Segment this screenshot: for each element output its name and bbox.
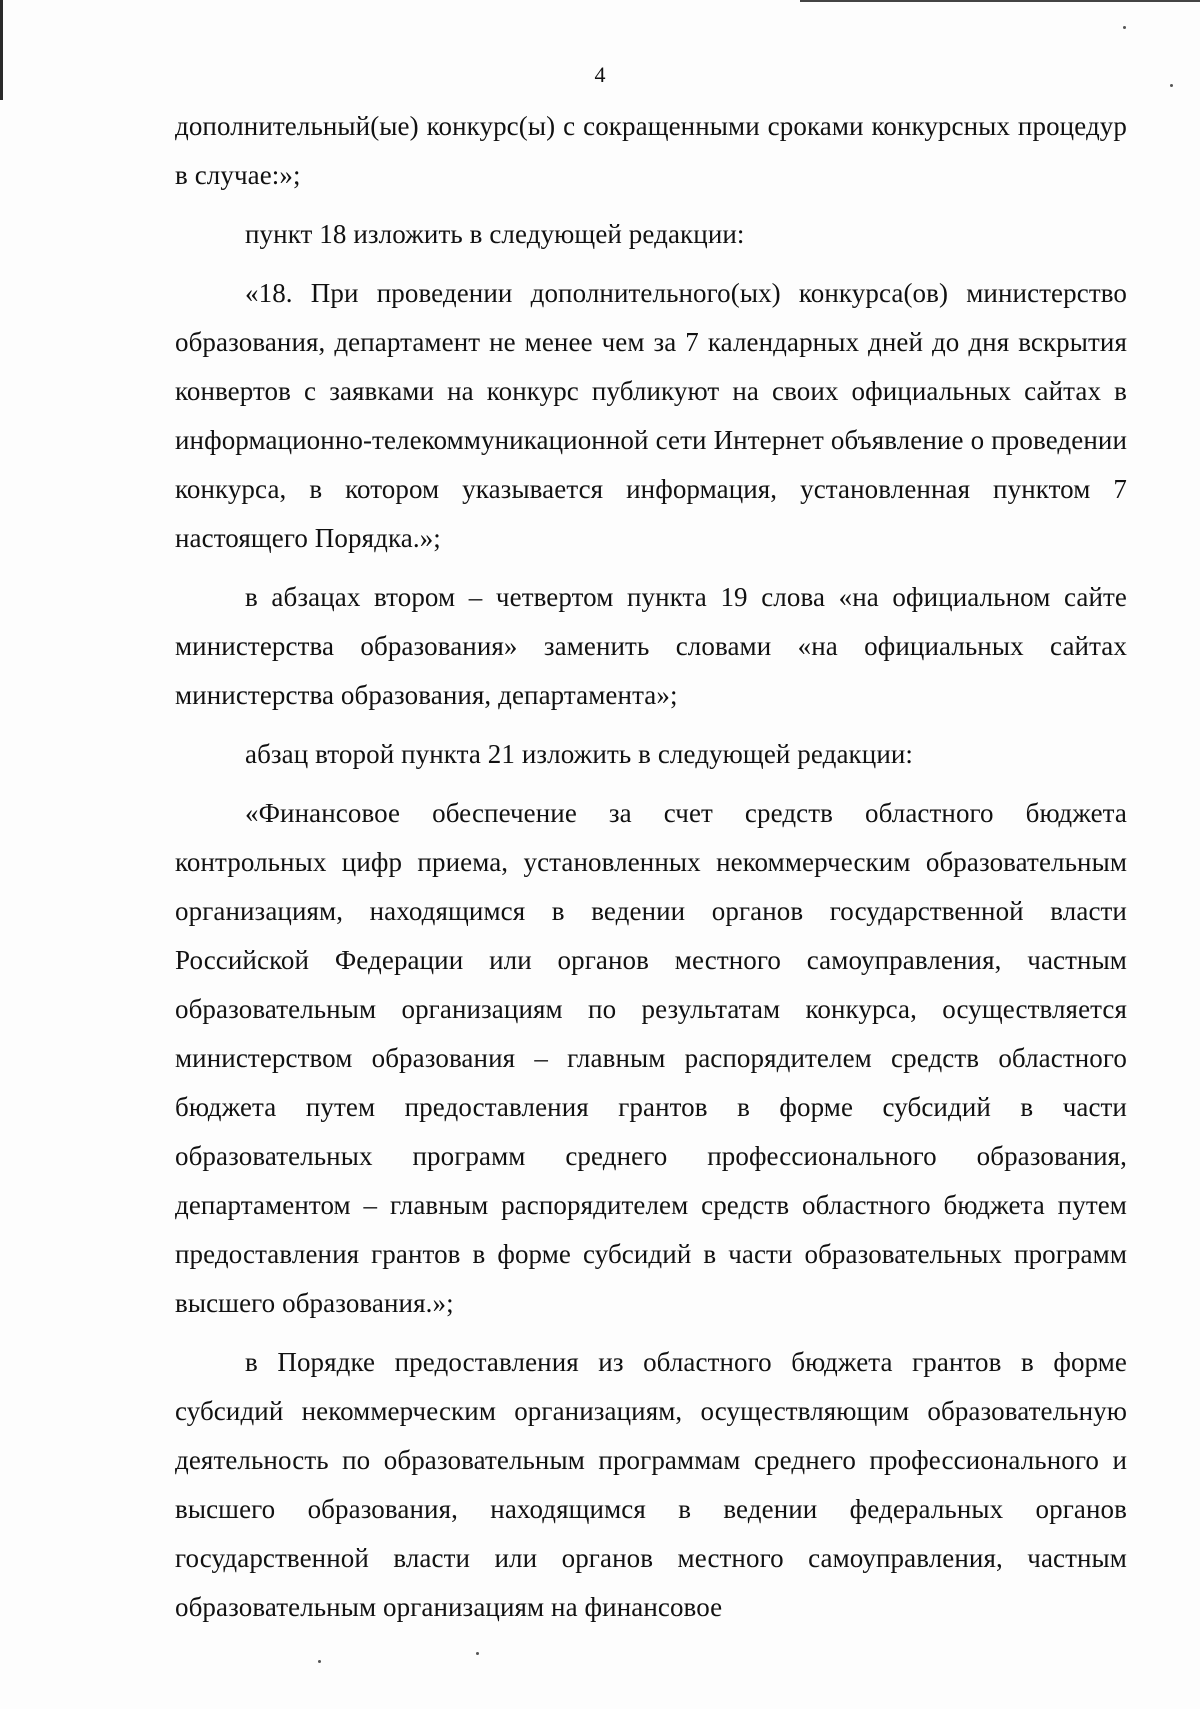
scan-speck [476,1652,479,1655]
document-body [175,102,1127,1642]
page-number: 4 [594,62,606,87]
paragraph: пункт 18 изложить в следующей редакции: [245,219,745,249]
paragraph: «18. При проведении дополнительного(ых) конкурса(ов) министерство образования, департамент не менее чем за 7 календарных дней до дня вскрытия конвертов с заявками на конкурс публикуют на своих официальных сайтах в информационно-телекоммуникационной сети Интернет объявление о проведении конкурса, в котором указывается информация, установленная пунктом 7 настоящего Порядка.»; [175,278,1127,553]
paragraph: абзац второй пункта 21 изложить в следующей редакции: [245,739,914,769]
paragraph: в абзацах втором – четвертом пункта 19 слова «на официальном сайте министерства образования» заменить словами «на официальных сайтах министерства образования, департамента»; [175,582,1127,710]
paragraph: «Финансовое обеспечение за счет средств областного бюджета контрольных цифр приема, установленных некоммерческим образовательным организациям, находящимся в ведении органов государственной власти Российской Федерации или органов местного самоуправления, частным образовательным организациям по результатам конкурса, осуществляется министерством образования – главным распорядителем средств областного бюджета путем предоставления грантов в форме субсидий в части образовательных программ среднего профессионального образования, департаментом – главным распорядителем средств областного бюджета путем предоставления грантов в форме субсидий в части образовательных программ высшего образования.»; [175,798,1127,1318]
scan-speck [1123,26,1126,29]
paragraph: в Порядке предоставления из областного бюджета грантов в форме субсидий некоммерческим организациям, осуществляющим образовательную деятельность по образовательным программам среднего профессионального и высшего образования, находящимся в ведении федеральных органов государственной власти или органов местного самоуправления, частным образовательным организациям на финансовое [175,1347,1127,1622]
paragraph: дополнительный(ые) конкурс(ы) с сокращенными сроками конкурсных процедур в случае:»; [175,111,1127,190]
scan-edge-mark-top [800,0,1200,2]
scan-speck [318,1660,321,1663]
